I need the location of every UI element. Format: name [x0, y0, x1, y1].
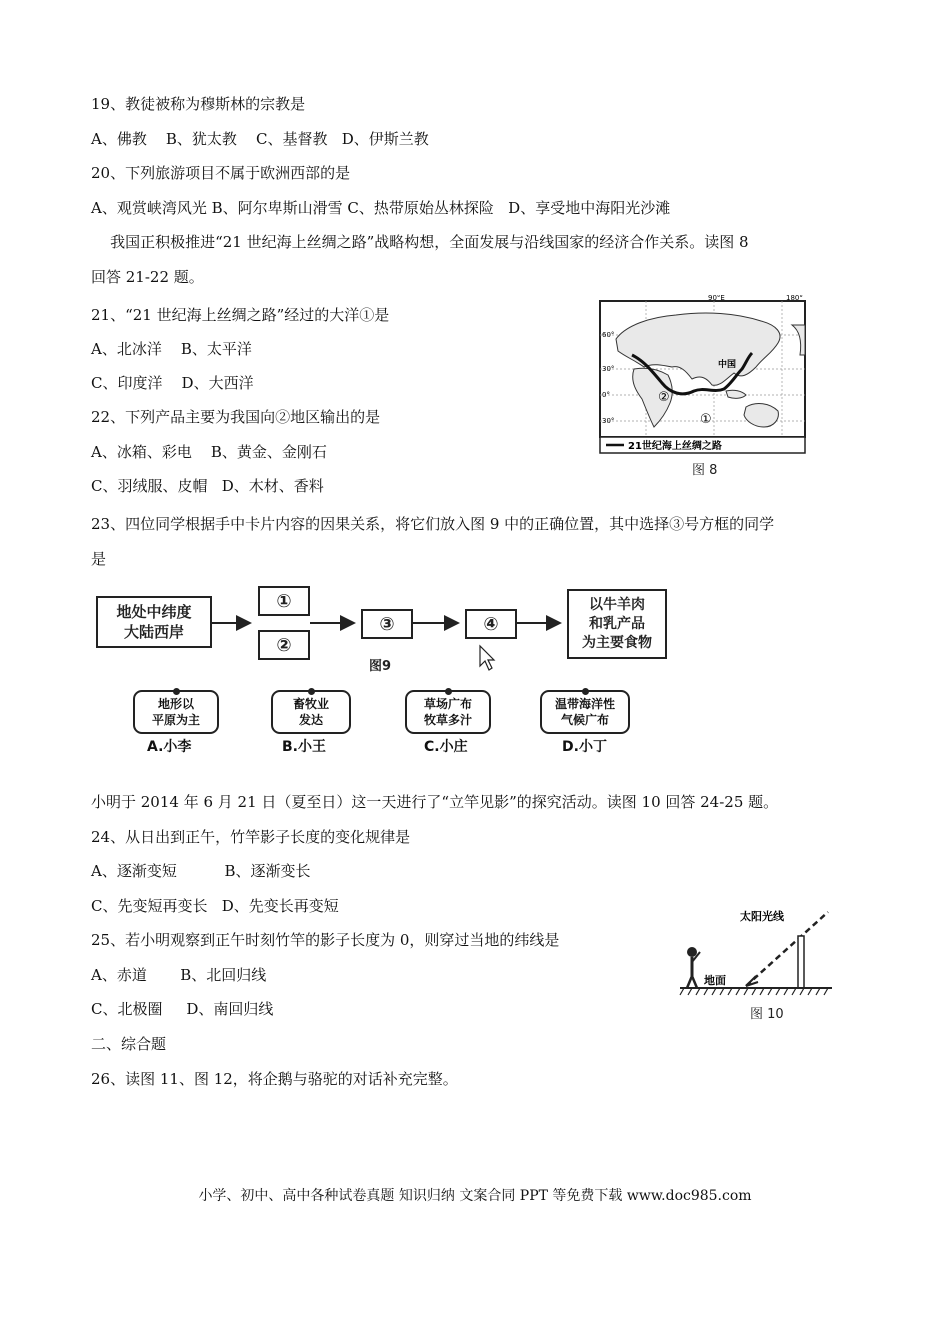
fig9-box-2: ② — [258, 630, 310, 660]
pin-icon — [308, 688, 315, 695]
q21-options-1: A、北冰洋 B、太平洋 — [91, 340, 252, 358]
fig9-card-c — [405, 690, 491, 734]
fig9-box-4: ④ — [465, 609, 517, 639]
q19-options: A、佛教 B、犹太教 C、基督教 D、伊斯兰教 — [91, 130, 429, 148]
q24-stem: 24、从日出到正午，竹竿影子长度的变化规律是 — [91, 828, 411, 846]
card-b-line2: 发达 — [298, 713, 323, 727]
fig9-end-line1: 以牛羊肉 — [589, 596, 645, 613]
figure-9-caption: 图9 — [369, 659, 392, 674]
q25-stem: 25、若小明观察到正午时刻竹竿的影子长度为 0，则穿过当地的纬线是 — [91, 931, 560, 949]
card-a-line2: 平原为主 — [151, 713, 200, 727]
fig8-lon-180: 180° — [786, 295, 803, 302]
q20-options: A、观赏峡湾风光 B、阿尔卑斯山滑雪 C、热带原始丛林探险 D、享受地中海阳光沙滩 — [91, 199, 671, 217]
pin-icon — [445, 688, 452, 695]
fig8-lat-60: 60° — [602, 331, 615, 339]
q26-stem: 26、读图 11、图 12，将企鹅与骆驼的对话补充完整。 — [91, 1070, 458, 1088]
pin-icon — [173, 688, 180, 695]
fig8-china-label: 中国 — [718, 360, 737, 370]
fig10-sun-label: 太阳光线 — [740, 910, 784, 923]
figure-8-caption: 图 8 — [692, 463, 718, 478]
q19-stem: 19、教徒被称为穆斯林的宗教是 — [91, 95, 306, 113]
card-a-line1: 地形以 — [157, 697, 194, 711]
intro-21-line1: 我国正积极推进“21 世纪海上丝绸之路”战略构想，全面发展与沿线国家的经济合作关系。读图 8 — [91, 233, 749, 251]
q24-options-2: C、先变短再变长 D、先变长再变短 — [91, 897, 339, 915]
q24-options-1: A、逐渐变短 B、逐渐变长 — [91, 862, 311, 880]
q22-stem: 22、下列产品主要为我国向②地区输出的是 — [91, 408, 381, 426]
figure-8-map — [596, 295, 811, 478]
fig8-lat-30n: 30° — [602, 365, 615, 373]
q22-options-1: A、冰箱、彩电 B、黄金、金刚石 — [91, 443, 327, 461]
card-c-line1: 草场广布 — [423, 697, 472, 711]
card-c-label: C.小庄 — [424, 739, 468, 755]
fig9-end-line2: 和乳产品 — [589, 615, 645, 632]
fig8-legend: 21世纪海上丝绸之路 — [628, 441, 722, 452]
cursor-icon — [480, 646, 494, 670]
fig10-graphic — [676, 906, 836, 1001]
fig8-marker-2: ② — [658, 390, 670, 405]
figure-10 — [676, 906, 836, 1026]
pin-icon — [582, 688, 589, 695]
fig9-card-b — [271, 690, 351, 734]
world-map-graphic — [596, 295, 811, 457]
q20-stem: 20、下列旅游项目不属于欧洲西部的是 — [91, 164, 351, 182]
card-b-label: B.小王 — [282, 739, 326, 755]
section-2-heading: 二、综合题 — [91, 1035, 167, 1053]
intro-24: 小明于 2014 年 6 月 21 日（夏至日）这一天进行了“立竿见影”的探究活动。读图 10 回答 24-25 题。 — [91, 793, 779, 811]
q21-options-2: C、印度洋 D、大西洋 — [91, 374, 254, 392]
q23-stem-1: 23、四位同学根据手中卡片内容的因果关系，将它们放入图 9 中的正确位置，其中选择③号方框的同学 — [91, 515, 775, 533]
fig8-lat-0: 0° — [602, 391, 610, 399]
fig9-card-a — [133, 690, 219, 734]
q21-stem: 21、“21 世纪海上丝绸之路”经过的大洋①是 — [91, 306, 390, 324]
q25-options-1: A、赤道 B、北回归线 — [91, 966, 267, 984]
fig9-card-d — [540, 690, 630, 734]
q22-options-2: C、羽绒服、皮帽 D、木材、香料 — [91, 477, 324, 495]
fig9-box-3: ③ — [361, 609, 413, 639]
card-d-label: D.小丁 — [562, 739, 607, 755]
card-c-line2: 牧草多汁 — [423, 713, 472, 727]
card-a-label: A.小李 — [147, 739, 192, 755]
q25-options-2: C、北极圈 D、南回归线 — [91, 1000, 274, 1018]
intro-21-line2: 回答 21-22 题。 — [91, 268, 204, 286]
card-d-line2: 气候广布 — [560, 713, 609, 727]
q23-stem-2: 是 — [91, 550, 107, 568]
fig9-end-line3: 为主要食物 — [582, 634, 652, 651]
card-b-line1: 畜牧业 — [292, 697, 329, 711]
fig9-start-line2: 大陆西岸 — [123, 623, 184, 641]
fig8-lon-90: 90°E — [708, 295, 725, 302]
fig9-start-line1: 地处中纬度 — [116, 603, 192, 621]
figure-10-caption: 图 10 — [750, 1007, 784, 1022]
footer-text: 小学、初中、高中各种试卷真题 知识归纳 文案合同 PPT 等免费下载 www.doc985.com — [198, 1188, 752, 1204]
fig10-ground-label: 地面 — [704, 974, 726, 987]
fig8-lat-30s: 30° — [602, 417, 615, 425]
fig9-box-1: ① — [258, 586, 310, 616]
fig8-marker-1: ① — [700, 412, 712, 427]
card-d-line1: 温带海洋性 — [554, 697, 615, 711]
